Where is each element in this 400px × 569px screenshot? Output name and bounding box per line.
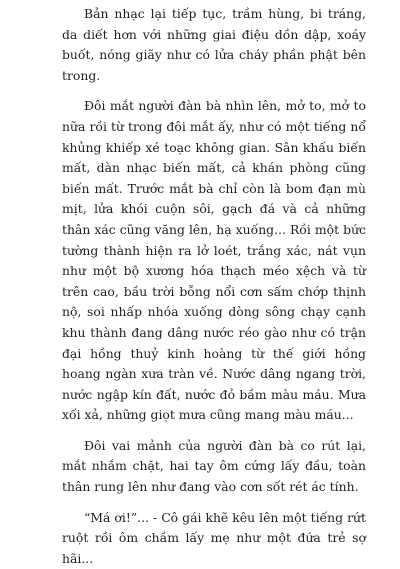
paragraph-3: Đôi vai mảnh của người đàn bà co rút lại, mắt nhắm chặt, hai tay ôm cứng lấy đầu, toàn thân rung lên như đang vào cơn sốt rét ác tính. [62, 437, 366, 495]
paragraph-2: Đôi mắt người đàn bà nhìn lên, mở to, mở to nữa rồi từ trong đôi mắt ấy, như có một tiếng nổ khủng khiếp xé toạc không gian. Sân khấu biến mất, dàn nhạc biến mất, cả khán phòng cũng biến mất. Trước mắt bà chỉ còn là bom đạn mù mịt, lửa khói cuộn sôi, gạch đá và cả những thân xác cũng văng lên, hạ xuống... Rồi một bức tường thành hiện ra lở loét, trắng xác, nát vụn như một bộ xương hóa thạch méo xệch và từ trên cao, bầu trời bỗng nổi cơn sấm chớp thịnh nộ, soi nhấp nhóa xuống dòng sông chạy cạnh khu thành đang dâng nước réo gào như có trận đại hồng thuỷ kinh hoàng từ thế giới hồng hoang ngàn xưa tràn về. Nước dâng ngang trời, nước ngập kín đất, nước đỏ bầm màu máu. Mưa xối xả, những giọt mưa cũng mang màu máu... [62, 98, 366, 423]
body-text [62, 4, 366, 569]
paragraph-1: Bản nhạc lại tiếp tục, trầm hùng, bi tráng, da diết hơn với những giai điệu dồn dập, xoáy buốt, nóng giãy như có lửa cháy phần phật bên trong. [62, 6, 366, 83]
paragraph-4: “Má ơi!”... - Cô gái khẽ kêu lên một tiếng rứt ruột rồi ôm chầm lấy mẹ như một đứa trẻ sợ hãi... [62, 509, 366, 566]
